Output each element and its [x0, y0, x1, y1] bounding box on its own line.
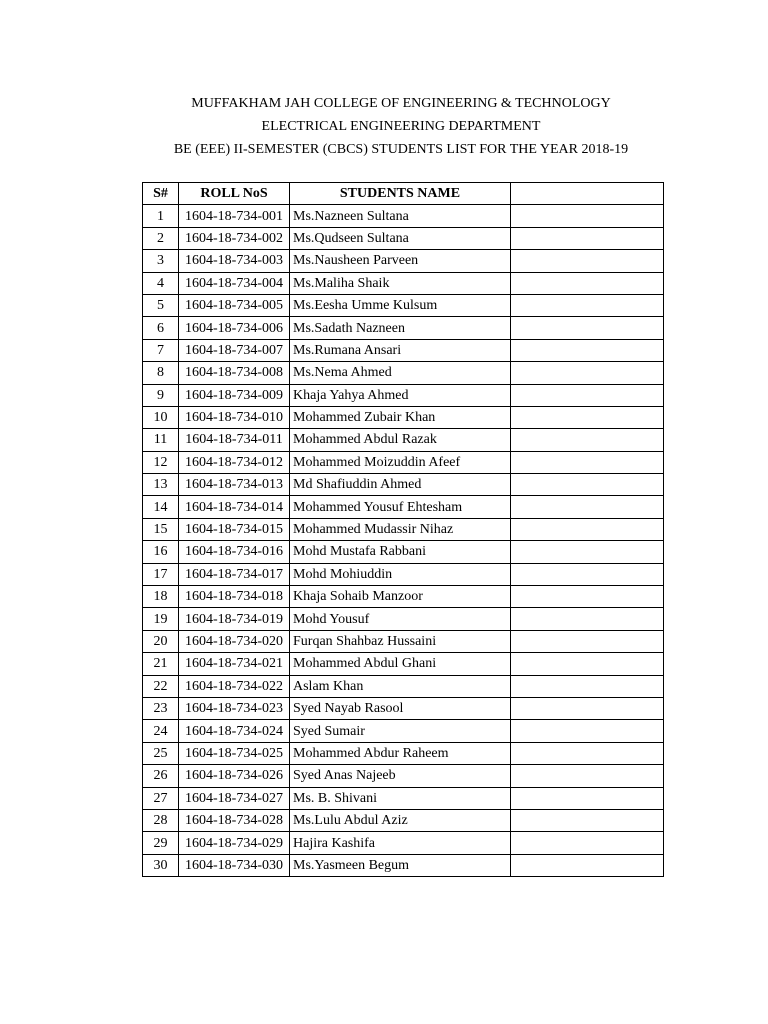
- row-serial-number: 15: [143, 518, 179, 540]
- table-row: [143, 809, 664, 831]
- row-serial-number: 6: [143, 317, 179, 339]
- row-blank-cell: [511, 675, 664, 697]
- row-roll-number: 1604-18-734-009: [179, 384, 290, 406]
- row-student-name: Mohd Mohiuddin: [290, 563, 511, 585]
- table-row: [143, 339, 664, 361]
- table-row: [143, 362, 664, 384]
- table-row: [143, 317, 664, 339]
- row-serial-number: 2: [143, 227, 179, 249]
- row-blank-cell: [511, 697, 664, 719]
- row-serial-number: 18: [143, 586, 179, 608]
- row-blank-cell: [511, 250, 664, 272]
- row-student-name: Ms.Yasmeen Begum: [290, 854, 511, 876]
- row-roll-number: 1604-18-734-004: [179, 272, 290, 294]
- row-student-name: Mohammed Yousuf Ehtesham: [290, 496, 511, 518]
- row-student-name: Ms.Qudseen Sultana: [290, 227, 511, 249]
- row-student-name: Md Shafiuddin Ahmed: [290, 474, 511, 496]
- row-blank-cell: [511, 384, 664, 406]
- row-roll-number: 1604-18-734-030: [179, 854, 290, 876]
- table-row: [143, 384, 664, 406]
- row-blank-cell: [511, 854, 664, 876]
- row-roll-number: 1604-18-734-005: [179, 294, 290, 316]
- row-roll-number: 1604-18-734-003: [179, 250, 290, 272]
- table-row: [143, 474, 664, 496]
- row-serial-number: 20: [143, 630, 179, 652]
- row-blank-cell: [511, 541, 664, 563]
- table-row: [143, 832, 664, 854]
- row-roll-number: 1604-18-734-017: [179, 563, 290, 585]
- row-roll-number: 1604-18-734-029: [179, 832, 290, 854]
- row-blank-cell: [511, 608, 664, 630]
- row-serial-number: 24: [143, 720, 179, 742]
- row-student-name: Ms.Sadath Nazneen: [290, 317, 511, 339]
- row-serial-number: 19: [143, 608, 179, 630]
- row-roll-number: 1604-18-734-014: [179, 496, 290, 518]
- row-serial-number: 13: [143, 474, 179, 496]
- row-roll-number: 1604-18-734-011: [179, 429, 290, 451]
- table-row: [143, 496, 664, 518]
- list-title: BE (EEE) II-SEMESTER (CBCS) STUDENTS LIST FOR THE YEAR 2018-19: [173, 142, 629, 157]
- row-serial-number: 28: [143, 809, 179, 831]
- row-blank-cell: [511, 832, 664, 854]
- table-row: [143, 563, 664, 585]
- row-student-name: Mohd Yousuf: [290, 608, 511, 630]
- table-row: [143, 272, 664, 294]
- row-blank-cell: [511, 809, 664, 831]
- row-student-name: Ms.Eesha Umme Kulsum: [290, 294, 511, 316]
- row-blank-cell: [511, 451, 664, 473]
- table-row: [143, 630, 664, 652]
- row-roll-number: 1604-18-734-013: [179, 474, 290, 496]
- row-student-name: Syed Sumair: [290, 720, 511, 742]
- table-row: [143, 854, 664, 876]
- row-serial-number: 27: [143, 787, 179, 809]
- column-header-name: STUDENTS NAME: [290, 183, 511, 205]
- table-row: [143, 787, 664, 809]
- row-serial-number: 3: [143, 250, 179, 272]
- row-serial-number: 29: [143, 832, 179, 854]
- table-row: [143, 697, 664, 719]
- row-roll-number: 1604-18-734-026: [179, 765, 290, 787]
- table-row: [143, 250, 664, 272]
- row-blank-cell: [511, 272, 664, 294]
- row-student-name: Ms.Nema Ahmed: [290, 362, 511, 384]
- row-blank-cell: [511, 406, 664, 428]
- row-student-name: Ms. B. Shivani: [290, 787, 511, 809]
- row-roll-number: 1604-18-734-018: [179, 586, 290, 608]
- table-row: [143, 294, 664, 316]
- row-blank-cell: [511, 294, 664, 316]
- row-blank-cell: [511, 563, 664, 585]
- row-serial-number: 1: [143, 205, 179, 227]
- table-row: [143, 429, 664, 451]
- column-header-roll: ROLL NoS: [179, 183, 290, 205]
- row-blank-cell: [511, 742, 664, 764]
- table-row: [143, 608, 664, 630]
- department-name: ELECTRICAL ENGINEERING DEPARTMENT: [261, 119, 541, 134]
- table-row: [143, 541, 664, 563]
- row-roll-number: 1604-18-734-021: [179, 653, 290, 675]
- row-student-name: Mohammed Abdul Ghani: [290, 653, 511, 675]
- row-roll-number: 1604-18-734-020: [179, 630, 290, 652]
- row-serial-number: 22: [143, 675, 179, 697]
- row-blank-cell: [511, 205, 664, 227]
- row-serial-number: 25: [143, 742, 179, 764]
- column-header-serial: S#: [143, 183, 179, 205]
- row-student-name: Mohammed Mudassir Nihaz: [290, 518, 511, 540]
- table-row: [143, 675, 664, 697]
- row-roll-number: 1604-18-734-025: [179, 742, 290, 764]
- table-header-row: [143, 183, 664, 205]
- row-student-name: Aslam Khan: [290, 675, 511, 697]
- row-blank-cell: [511, 765, 664, 787]
- row-serial-number: 4: [143, 272, 179, 294]
- row-serial-number: 16: [143, 541, 179, 563]
- row-serial-number: 17: [143, 563, 179, 585]
- table-row: [143, 586, 664, 608]
- row-blank-cell: [511, 586, 664, 608]
- row-roll-number: 1604-18-734-002: [179, 227, 290, 249]
- row-serial-number: 11: [143, 429, 179, 451]
- column-header-blank: [511, 183, 664, 205]
- row-blank-cell: [511, 339, 664, 361]
- row-roll-number: 1604-18-734-028: [179, 809, 290, 831]
- row-roll-number: 1604-18-734-023: [179, 697, 290, 719]
- row-student-name: Mohammed Moizuddin Afeef: [290, 451, 511, 473]
- row-roll-number: 1604-18-734-008: [179, 362, 290, 384]
- row-serial-number: 12: [143, 451, 179, 473]
- students-table: [142, 182, 664, 877]
- row-student-name: Hajira Kashifa: [290, 832, 511, 854]
- row-blank-cell: [511, 787, 664, 809]
- row-student-name: Ms.Nazneen Sultana: [290, 205, 511, 227]
- table-row: [143, 742, 664, 764]
- row-student-name: Syed Nayab Rasool: [290, 697, 511, 719]
- row-student-name: Syed Anas Najeeb: [290, 765, 511, 787]
- row-serial-number: 5: [143, 294, 179, 316]
- row-roll-number: 1604-18-734-015: [179, 518, 290, 540]
- row-blank-cell: [511, 317, 664, 339]
- row-student-name: Ms.Rumana Ansari: [290, 339, 511, 361]
- row-roll-number: 1604-18-734-027: [179, 787, 290, 809]
- row-blank-cell: [511, 429, 664, 451]
- table-row: [143, 653, 664, 675]
- table-row: [143, 406, 664, 428]
- row-student-name: Furqan Shahbaz Hussaini: [290, 630, 511, 652]
- row-roll-number: 1604-18-734-019: [179, 608, 290, 630]
- row-serial-number: 9: [143, 384, 179, 406]
- row-serial-number: 30: [143, 854, 179, 876]
- row-student-name: Ms.Nausheen Parveen: [290, 250, 511, 272]
- row-student-name: Mohammed Abdur Raheem: [290, 742, 511, 764]
- row-blank-cell: [511, 518, 664, 540]
- row-roll-number: 1604-18-734-006: [179, 317, 290, 339]
- college-name: MUFFAKHAM JAH COLLEGE OF ENGINEERING & TECHNOLOGY: [191, 96, 611, 111]
- row-student-name: Mohd Mustafa Rabbani: [290, 541, 511, 563]
- row-serial-number: 8: [143, 362, 179, 384]
- row-blank-cell: [511, 630, 664, 652]
- row-serial-number: 26: [143, 765, 179, 787]
- row-blank-cell: [511, 227, 664, 249]
- row-roll-number: 1604-18-734-022: [179, 675, 290, 697]
- row-student-name: Khaja Sohaib Manzoor: [290, 586, 511, 608]
- row-blank-cell: [511, 653, 664, 675]
- table-row: [143, 227, 664, 249]
- row-blank-cell: [511, 496, 664, 518]
- row-roll-number: 1604-18-734-010: [179, 406, 290, 428]
- row-serial-number: 21: [143, 653, 179, 675]
- table-row: [143, 720, 664, 742]
- row-serial-number: 14: [143, 496, 179, 518]
- row-student-name: Mohammed Abdul Razak: [290, 429, 511, 451]
- row-blank-cell: [511, 362, 664, 384]
- row-serial-number: 10: [143, 406, 179, 428]
- table-row: [143, 518, 664, 540]
- row-serial-number: 23: [143, 697, 179, 719]
- row-student-name: Ms.Lulu Abdul Aziz: [290, 809, 511, 831]
- row-roll-number: 1604-18-734-012: [179, 451, 290, 473]
- row-blank-cell: [511, 720, 664, 742]
- table-row: [143, 765, 664, 787]
- row-student-name: Ms.Maliha Shaik: [290, 272, 511, 294]
- row-student-name: Khaja Yahya Ahmed: [290, 384, 511, 406]
- row-roll-number: 1604-18-734-007: [179, 339, 290, 361]
- document-header: [0, 92, 768, 161]
- row-serial-number: 7: [143, 339, 179, 361]
- row-roll-number: 1604-18-734-016: [179, 541, 290, 563]
- table-row: [143, 451, 664, 473]
- table-row: [143, 205, 664, 227]
- row-student-name: Mohammed Zubair Khan: [290, 406, 511, 428]
- row-blank-cell: [511, 474, 664, 496]
- row-roll-number: 1604-18-734-001: [179, 205, 290, 227]
- row-roll-number: 1604-18-734-024: [179, 720, 290, 742]
